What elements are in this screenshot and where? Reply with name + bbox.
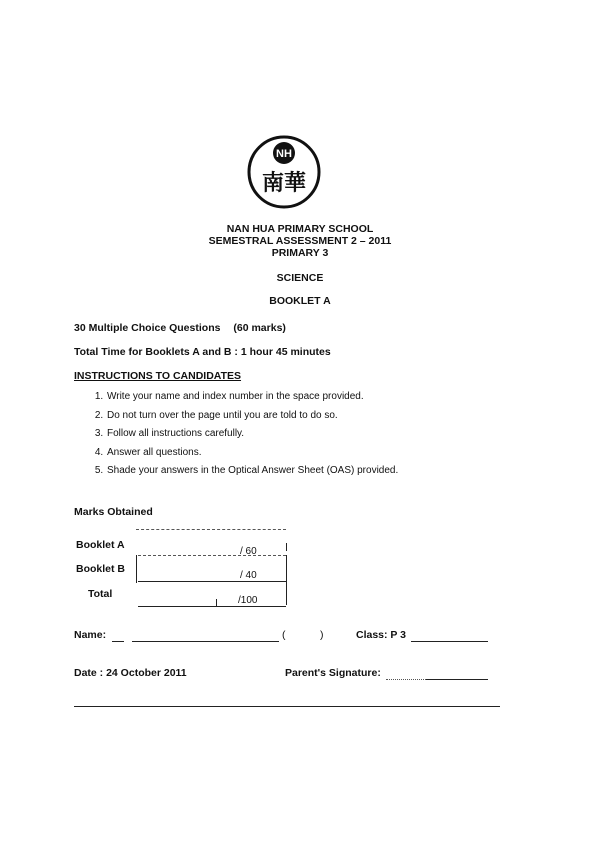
table-left-border [136, 555, 137, 583]
school-name: NAN HUA PRIMARY SCHOOL [226, 223, 374, 235]
booklet-title: BOOKLET A [269, 295, 331, 307]
questions-count: 30 Multiple Choice Questions [74, 322, 221, 334]
marks-row-line [138, 581, 286, 582]
bottom-rule [74, 706, 500, 707]
instruction-item: 4. Answer all questions. [106, 444, 398, 463]
subject-title: SCIENCE [276, 272, 324, 284]
marks-row-label: Total [88, 588, 113, 600]
date-label: Date : 24 October 2011 [74, 667, 187, 679]
marks-obtained-title: Marks Obtained [74, 506, 153, 518]
instructions-list [89, 388, 398, 481]
table-top-border [136, 529, 286, 530]
instruction-item: 2. Do not turn over the page until you are told to do so. [106, 407, 398, 426]
questions-marks: (60 marks) [233, 322, 286, 334]
table-right-border [286, 555, 287, 605]
school-crest-icon [246, 134, 322, 210]
instruction-item: 1. Write your name and index number in the space provided. [106, 388, 398, 407]
instruction-item: 3. Follow all instructions carefully. [106, 425, 398, 444]
name-underline-short [112, 641, 124, 642]
signature-input-line[interactable] [426, 679, 488, 680]
marks-row-label: Booklet A [76, 539, 125, 551]
marks-row-max: / 60 [240, 546, 257, 557]
logo-chinese-name: 南華 [261, 171, 307, 196]
instruction-item: 5. Shade your answers in the Optical Answer Sheet (OAS) provided. [106, 462, 398, 481]
assessment-title: SEMESTRAL ASSESSMENT 2 – 2011 [208, 235, 392, 247]
marks-table [74, 527, 294, 617]
marks-row-line [138, 606, 286, 607]
index-close-paren: ) [320, 629, 324, 641]
signature-label: Parent's Signature: [285, 667, 381, 679]
marks-row-max: /100 [238, 595, 258, 606]
name-label: Name: [74, 629, 107, 641]
questions-info [74, 322, 286, 334]
marks-row-label: Booklet B [76, 563, 126, 575]
table-divider-tick [216, 599, 217, 606]
level-title: PRIMARY 3 [271, 247, 329, 259]
name-input-line[interactable] [132, 641, 279, 642]
table-right-tick [286, 543, 287, 551]
school-logo [246, 134, 322, 210]
signature-dotted-line [386, 679, 426, 680]
marks-row-max: / 40 [240, 570, 257, 581]
logo-monogram: NH [276, 148, 292, 160]
class-input-line[interactable] [411, 641, 488, 642]
index-open-paren: ( [282, 629, 286, 641]
marks-row-line [138, 555, 286, 556]
total-time: Total Time for Booklets A and B : 1 hour 45 minutes [74, 346, 331, 358]
instructions-title: INSTRUCTIONS TO CANDIDATES [74, 370, 242, 382]
class-label: Class: P 3 [356, 629, 407, 641]
